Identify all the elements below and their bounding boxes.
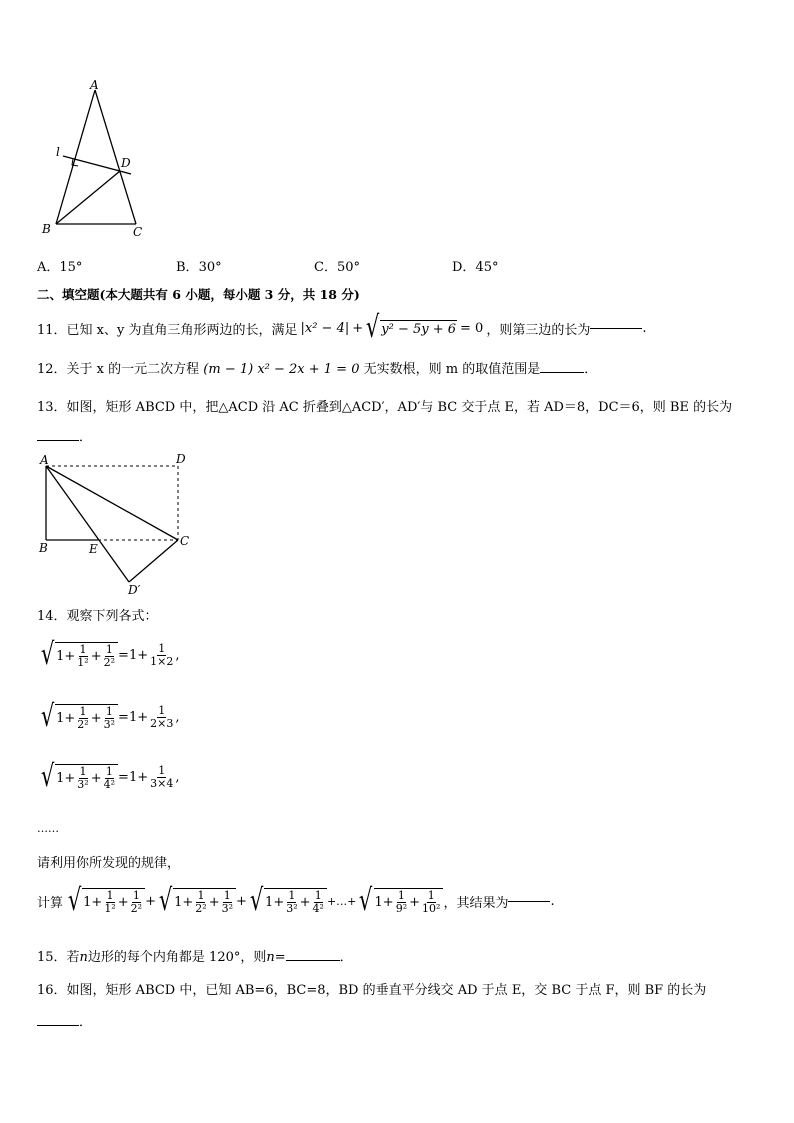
q14-r2-den1: 2² [77, 717, 89, 731]
q15-end: ． [339, 950, 353, 965]
q14-c4-den1: 9² [395, 901, 408, 915]
option-c-letter: C． [314, 260, 337, 275]
q14-row-2: √ 1+ $\frac{1}{\text{2²}}$ + $\frac{1}{\text{3²}}$ =1+ $\frac{1}{2\times 3}$ , [40, 699, 180, 734]
label-A: A [40, 453, 49, 467]
q14-calc-suffix: ，其结果为 [443, 895, 509, 911]
question-15 [37, 946, 353, 965]
q14-row-3: √ 1+ $\frac{1}{\text{3²}}$ + $\frac{1}{\text{4²}}$ =1+ $\frac{1}{3\times 4}$ , [40, 759, 180, 794]
section-title: 二、填空题(本大题共有 6 小题，每小题 3 分，共 18 分) [37, 287, 360, 302]
option-c-value: 50° [336, 260, 360, 275]
option-c [314, 256, 360, 275]
q11-eq: = 0 [460, 320, 484, 336]
q14-r3-den1: 3² [77, 777, 89, 791]
q14-r3-num1: 1 [79, 764, 87, 778]
option-d-value: 45° [475, 260, 499, 275]
q14-r1-rhs-den: 1×2 [150, 654, 174, 668]
q14-r2-num2: 1 [105, 704, 113, 718]
option-b [176, 256, 222, 275]
q14-r3-num2: 1 [105, 764, 113, 778]
q12-suffix: 无实数根，则 m 的取值范围是 [363, 362, 541, 377]
q14-r2-num1: 1 [79, 704, 87, 718]
option-d [452, 256, 498, 275]
q12-end: ． [584, 362, 598, 377]
q14-c2-den1: 2² [195, 901, 207, 915]
rectangle-fold-figure [34, 450, 204, 598]
option-a-letter: A． [37, 260, 60, 275]
q14-r2-den2: 3² [103, 717, 116, 731]
question-16: 16．如图，矩形 ABCD 中，已知 AB=6，BC=8，BD 的垂直平分线交 AD 于点 E，交 BC 于点 F，则 BF 的长为 [37, 983, 707, 998]
q11-plus: + [352, 320, 364, 336]
q14-calc-prefix: 计算 [37, 895, 64, 911]
label-B: B [39, 541, 48, 555]
label-A: A [90, 78, 99, 92]
q15-n2: n [266, 950, 275, 965]
question-12 [37, 358, 597, 377]
label-E: E [89, 542, 98, 556]
q12-equation: (m − 1) x² − 2x + 1 = 0 [203, 362, 360, 377]
q14-answer-blank[interactable] [508, 900, 550, 902]
q14-c1-den1: 1² [104, 901, 116, 915]
q15-eq: = [274, 950, 286, 965]
q13-end: ． [79, 430, 93, 445]
q11-prefix: 11．已知 x、y 为直角三角形两边的长，满足 [37, 322, 298, 338]
label-D: D [121, 156, 131, 170]
option-a [37, 256, 82, 275]
q14-instruction: 请利用你所发现的规律， [37, 856, 181, 871]
q14-c1-den2: 2² [130, 901, 143, 915]
q14-calc-dots: +…+ [326, 894, 357, 908]
q11-radicand: y² − 5y + 6 [381, 321, 457, 337]
q14-r1-den1: 1² [77, 655, 89, 669]
q14-calculation: 计算 √ 1+ $\frac{1}{\text{1²}}$ + $\frac{1}{\text{2²}}$ + √ 1+ $\frac{1}{\text{2²}}$ + $\frac{1}{\text{3²}}$ + √ 1+ $\frac{1}{\text{3²}}$ + $\frac{1}{\text{4²}}$ +…+ √ 1+ $\frac{1}{\text{9²}}$ + $\frac{1}{\text{10²}}$ ，其结果为 . [37, 883, 555, 918]
q13-answer-blank[interactable] [37, 439, 79, 441]
q16-answer [37, 1011, 92, 1030]
option-b-letter: B． [176, 260, 199, 275]
label-C: C [133, 225, 143, 239]
option-d-letter: D． [452, 260, 476, 275]
option-b-value: 30° [198, 260, 222, 275]
q14-row-1: √ 1+ $\frac{1}{\text{1²}}$ + $\frac{1}{\text{2²}}$ =1+ $\frac{1}{1\times 2}$ , [40, 637, 180, 672]
question-13: 13．如图，矩形 ABCD 中，把△ACD 沿 AC 折叠到△ACD′，AD′与 BC 交于点 E，若 AD＝8，DC＝6，则 BE 的长为 [37, 400, 733, 415]
q14-r1-num1: 1 [79, 642, 87, 656]
question-11: 11．已知 x、y 为直角三角形两边的长，满足 |x² − 4| + √ y² − 5y + 6 = 0 ，则第三边的长为 . [37, 310, 647, 345]
q14-r1-num2: 1 [105, 642, 113, 656]
label-B: B [42, 222, 51, 236]
q14-c2-den2: 3² [221, 901, 234, 915]
q16-answer-blank[interactable] [37, 1024, 79, 1026]
q14-end: . [550, 893, 555, 909]
triangle-figure [36, 76, 156, 241]
label-l: l [56, 145, 60, 159]
q14-r3-den2: 4² [103, 777, 116, 791]
q15-prefix: 15．若 [37, 950, 80, 965]
q11-answer-blank[interactable] [590, 327, 642, 329]
q15-middle: 边形的每个内角都是 120°，则 [87, 950, 267, 965]
label-C: C [180, 534, 190, 548]
label-D-prime: D′ [128, 583, 141, 597]
q14-r2-rhs-den: 2×3 [150, 716, 174, 730]
q14-r1-den2: 2² [103, 655, 116, 669]
q14-dots: …… [37, 822, 59, 835]
q15-answer-blank[interactable] [286, 959, 340, 961]
q14-c3-den1: 3² [286, 901, 298, 915]
option-a-value: 15° [59, 260, 83, 275]
q15-n: n [79, 950, 88, 965]
q16-end: ． [79, 1015, 93, 1030]
q12-prefix: 12．关于 x 的一元二次方程 [37, 362, 200, 377]
q11-suffix: ，则第三边的长为 [486, 322, 591, 338]
question-14-intro: 14．观察下列各式： [37, 609, 158, 624]
q12-answer-blank[interactable] [540, 371, 584, 373]
label-D: D [176, 452, 186, 466]
q14-c4-den2: 10² [422, 901, 441, 915]
q14-r3-rhs-den: 3×4 [150, 776, 174, 790]
q14-c3-den2: 4² [312, 901, 324, 915]
q11-abs-expr: |x² − 4| [300, 320, 350, 336]
q13-answer [37, 426, 92, 445]
q11-sqrt: √ y² − 5y + 6 [365, 310, 457, 345]
